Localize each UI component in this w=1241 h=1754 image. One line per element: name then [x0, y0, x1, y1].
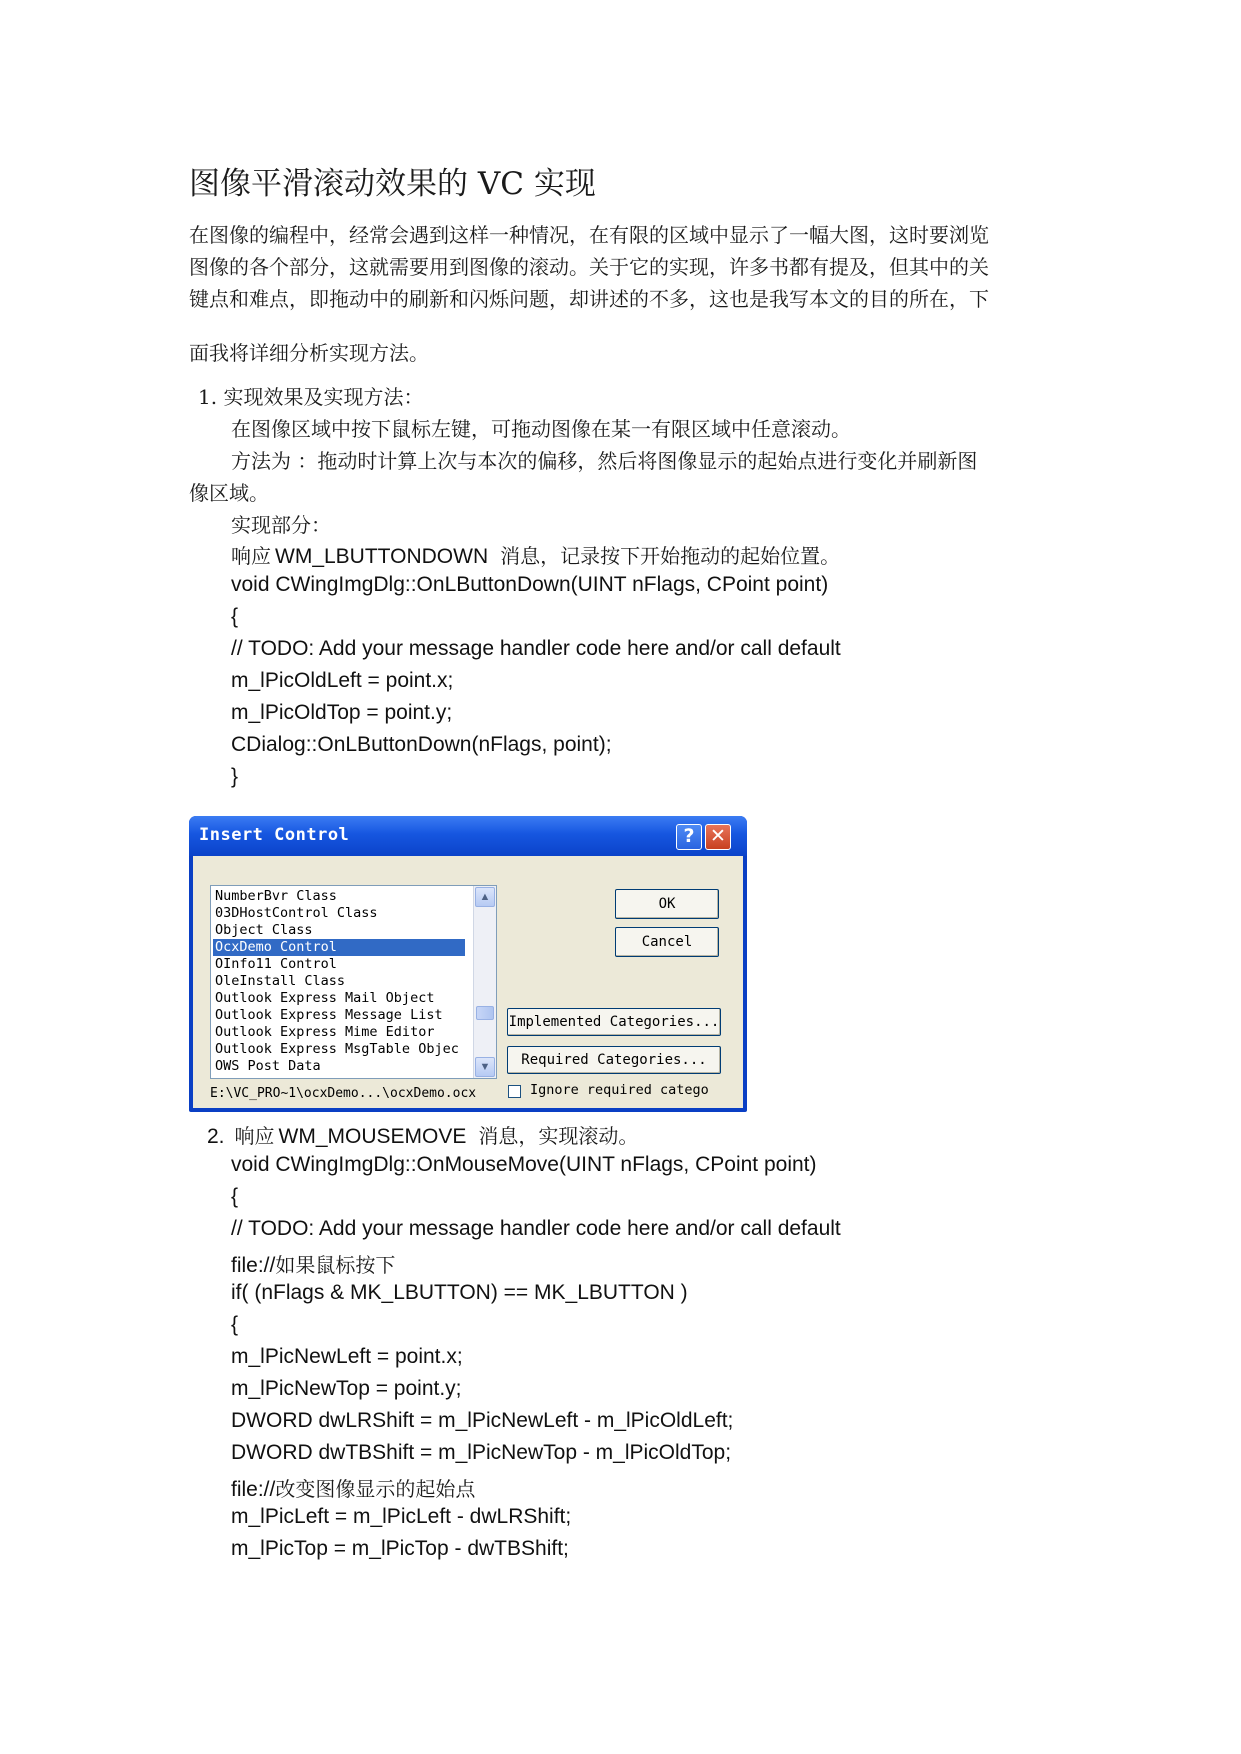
scroll-down-icon[interactable]: ▼: [475, 1057, 495, 1077]
section-2-suffix: 消息，实现滚动。: [478, 1124, 639, 1148]
code-line: {: [231, 1313, 239, 1336]
intro-line-3: 键点和难点，即拖动中的刷新和闪烁问题，却讲述的不多，这也是我写本文的目的所在，下: [189, 287, 989, 311]
code-line: }: [231, 765, 239, 788]
list-item[interactable]: Object Class: [215, 922, 313, 938]
comment-prefix: file://: [231, 1478, 276, 1501]
comment-line-1: [231, 1249, 395, 1278]
list-item[interactable]: Outlook Express Mail Object: [215, 990, 435, 1006]
comment-text: 如果鼠标按下: [275, 1253, 396, 1277]
list-item[interactable]: OleInstall Class: [215, 973, 346, 989]
code-line: m_lPicNewTop = point.y;: [231, 1377, 462, 1400]
code-line: {: [231, 605, 239, 628]
code-line: DWORD dwTBShift = m_lPicNewTop - m_lPicOldTop;: [231, 1441, 732, 1464]
intro-line-1: 在图像的编程中，经常会遇到这样一种情况，在有限的区域中显示了一幅大图，这时要浏览: [189, 223, 989, 247]
help-button[interactable]: ?: [676, 824, 702, 850]
code-line: // TODO: Add your message handler code here and/or call default: [231, 637, 841, 660]
required-categories-button[interactable]: Required Categories...: [507, 1046, 721, 1074]
section-2-heading: [207, 1120, 638, 1149]
list-item[interactable]: Outlook Express Mime Editor: [215, 1024, 435, 1040]
section-2-msg: WM_MOUSEMOVE: [278, 1125, 467, 1148]
list-item[interactable]: Outlook Express MsgTable Objec: [215, 1041, 459, 1057]
code-line: {: [231, 1185, 239, 1208]
list-item[interactable]: 03DHostControl Class: [215, 905, 378, 921]
dialog-body: [193, 856, 743, 1108]
control-path: E:\VC_PRO~1\ocxDemo...\ocxDemo.ocx: [210, 1086, 477, 1101]
respond-prefix: 响应: [231, 544, 271, 568]
intro-line-2: 图像的各个部分，这就需要用到图像的滚动。关于它的实现，许多书都有提及，但其中的关: [189, 255, 989, 279]
code-line: if( (nFlags & MK_LBUTTON) == MK_LBUTTON ): [231, 1281, 688, 1304]
intro-line-4: 面我将详细分析实现方法。: [189, 341, 429, 365]
section-2-prefix: 响应: [234, 1124, 275, 1148]
code-line: // TODO: Add your message handler code here and/or call default: [231, 1217, 841, 1240]
section-1-method-line-1: 方法为 ：拖动时计算上次与本次的偏移，然后将图像显示的起始点进行变化并刷新图: [231, 449, 978, 473]
list-item-selected[interactable]: OcxDemo Control: [213, 939, 465, 956]
list-item[interactable]: OInfo11 Control: [215, 956, 337, 972]
section-1-respond-line: [231, 540, 840, 569]
code-line: m_lPicOldLeft = point.x;: [231, 669, 454, 692]
section-1-effect: 在图像区域中按下鼠标左键，可拖动图像在某一有限区域中任意滚动。: [231, 417, 851, 441]
insert-control-dialog: [189, 816, 747, 1112]
code-line: m_lPicNewLeft = point.x;: [231, 1345, 463, 1368]
scroll-up-icon[interactable]: ▲: [475, 887, 495, 907]
respond-suffix: 消息，记录按下开始拖动的起始位置。: [500, 544, 841, 568]
section-2-number: 2.: [207, 1125, 225, 1148]
comment-prefix: file://: [231, 1254, 276, 1277]
implemented-categories-button[interactable]: Implemented Categories...: [507, 1008, 721, 1036]
list-item[interactable]: Outlook Express Message List: [215, 1007, 443, 1023]
code-line: void CWingImgDlg::OnMouseMove(UINT nFlags, CPoint point): [231, 1153, 817, 1176]
list-scrollbar[interactable]: [473, 886, 496, 1078]
comment-text: 改变图像显示的起始点: [275, 1477, 476, 1501]
dialog-title: Insert Control: [199, 825, 350, 845]
ignore-required-checkbox[interactable]: [508, 1085, 521, 1098]
scrollbar-thumb[interactable]: [476, 1006, 494, 1020]
section-1-method-line-2: 像区域。: [189, 481, 269, 505]
list-item[interactable]: NumberBvr Class: [215, 888, 337, 904]
code-line: DWORD dwLRShift = m_lPicNewLeft - m_lPicOldLeft;: [231, 1409, 734, 1432]
code-line: m_lPicLeft = m_lPicLeft - dwLRShift;: [231, 1505, 572, 1528]
ignore-required-label[interactable]: Ignore required catego: [530, 1082, 709, 1098]
list-item[interactable]: OWS Post Data: [215, 1058, 321, 1074]
section-1-impl-label: 实现部分：: [231, 513, 331, 537]
section-1-heading: 1. 实现效果及实现方法：: [198, 385, 424, 409]
comment-line-2: [231, 1473, 475, 1502]
code-line: m_lPicTop = m_lPicTop - dwTBShift;: [231, 1537, 569, 1560]
code-line: void CWingImgDlg::OnLButtonDown(UINT nFlags, CPoint point): [231, 573, 829, 596]
dialog-titlebar: [189, 816, 747, 856]
close-button[interactable]: ✕: [705, 824, 731, 850]
cancel-button[interactable]: Cancel: [615, 927, 719, 957]
ok-button[interactable]: OK: [615, 889, 719, 919]
respond-msg: WM_LBUTTONDOWN: [275, 545, 489, 568]
control-listbox[interactable]: [210, 885, 497, 1079]
document-title: 图像平滑滚动效果的 VC 实现: [189, 166, 596, 202]
code-line: m_lPicOldTop = point.y;: [231, 701, 453, 724]
code-line: CDialog::OnLButtonDown(nFlags, point);: [231, 733, 612, 756]
